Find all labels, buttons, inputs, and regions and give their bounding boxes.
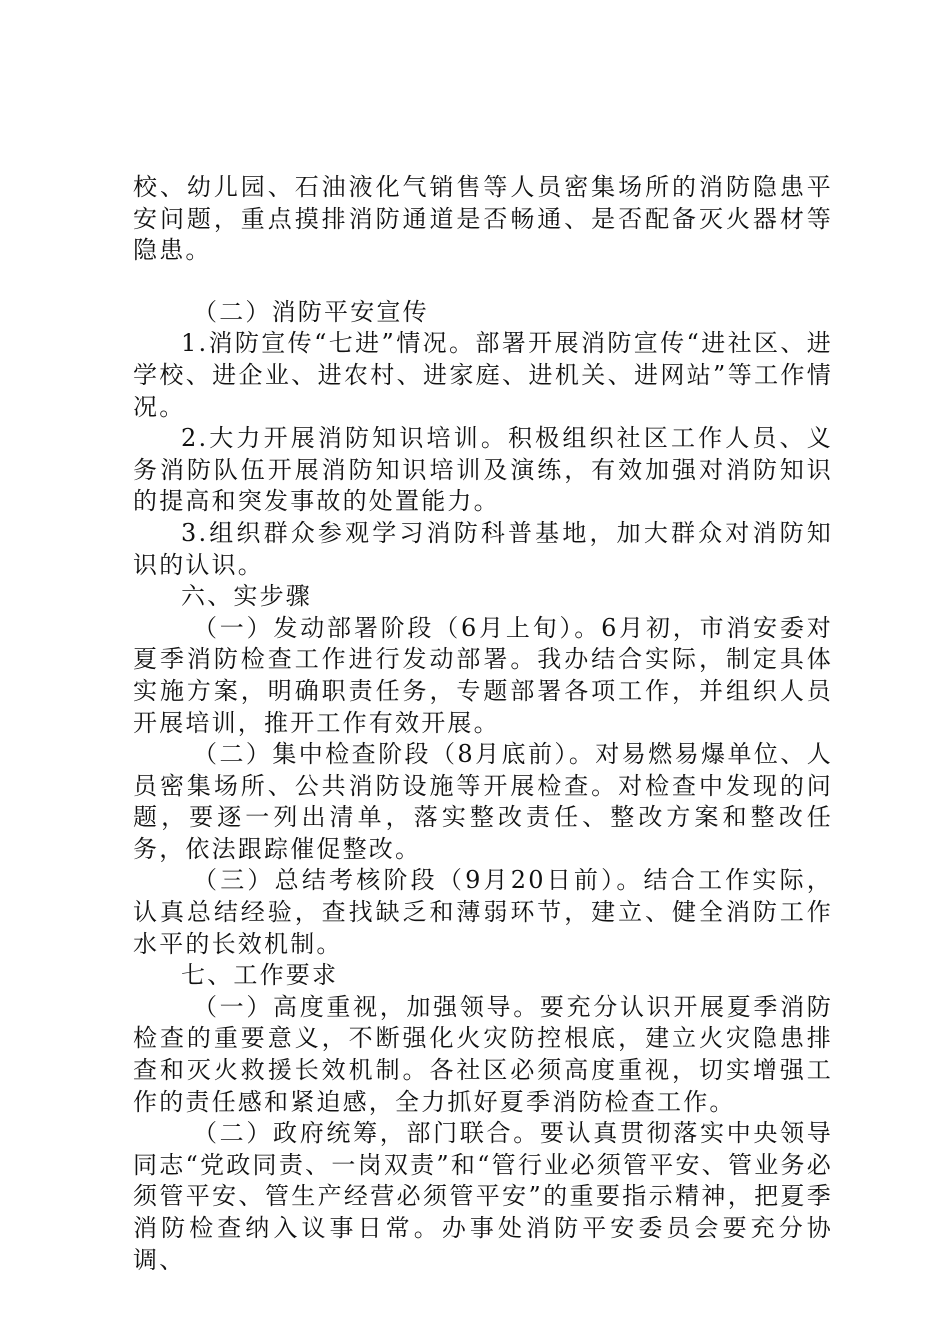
- paragraph-item-2: 2.大力开展消防知识培训。积极组织社区工作人员、义务消防队伍开展消防知识培训及演练，有效加强对消防知识的提高和突发事故的处置能力。: [133, 424, 833, 516]
- paragraph-item-3: 3.组织群众参观学习消防科普基地，加大群众对消防知识的认识。: [133, 518, 833, 579]
- paragraph-continuation: 校、幼儿园、石油液化气销售等人员密集场所的消防隐患平安问题，重点摸排消防通道是否畅通、是否配备灭火器材等隐患。: [133, 173, 833, 265]
- section-heading-publicity: （二）消防平安宣传: [193, 297, 429, 326]
- paragraph-step-2: （二）集中检查阶段（8月底前）。对易燃易爆单位、人员密集场所、公共消防设施等开展检查。对检查中发现的问题，要逐一列出清单，落实整改责任、整改方案和整改任务，依法跟踪催促整改。: [133, 740, 833, 863]
- paragraph-step-1: （一）发动部署阶段（6月上旬）。6月初，市消安委对夏季消防检查工作进行发动部署。我办结合实际，制定具体实施方案，明确职责任务，专题部署各项工作，并组织人员开展培训，推开工作有效开展。: [133, 613, 833, 737]
- paragraph-requirement-1: （一）高度重视，加强领导。要充分认识开展夏季消防检查的重要意义，不断强化火灾防控根底，建立火灾隐患排查和灭火救援长效机制。各社区必须高度重视，切实增强工作的责任感和紧迫感，全力抓好夏季消防检查工作。: [133, 992, 833, 1116]
- section-heading-requirements: 七、工作要求: [181, 961, 339, 990]
- section-heading-steps: 六、实步骤: [181, 582, 312, 611]
- paragraph-requirement-2: （二）政府统筹，部门联合。要认真贯彻落实中央领导同志“党政同责、一岗双责”和“管行业必须管平安、管业务必须管平安、管生产经营必须管平安”的重要指示精神，把夏季消防检查纳入议事日常。办事处消防平安委员会要充分协调、: [133, 1119, 833, 1274]
- paragraph-step-3: （三）总结考核阶段（9月20日前）。结合工作实际，认真总结经验，查找缺乏和薄弱环节，建立、健全消防工作水平的长效机制。: [133, 866, 833, 958]
- paragraph-item-1: 1.消防宣传“七进”情况。部署开展消防宣传“进社区、进学校、进企业、进农村、进家庭、进机关、进网站”等工作情况。: [133, 329, 833, 421]
- document-body: [133, 172, 833, 1276]
